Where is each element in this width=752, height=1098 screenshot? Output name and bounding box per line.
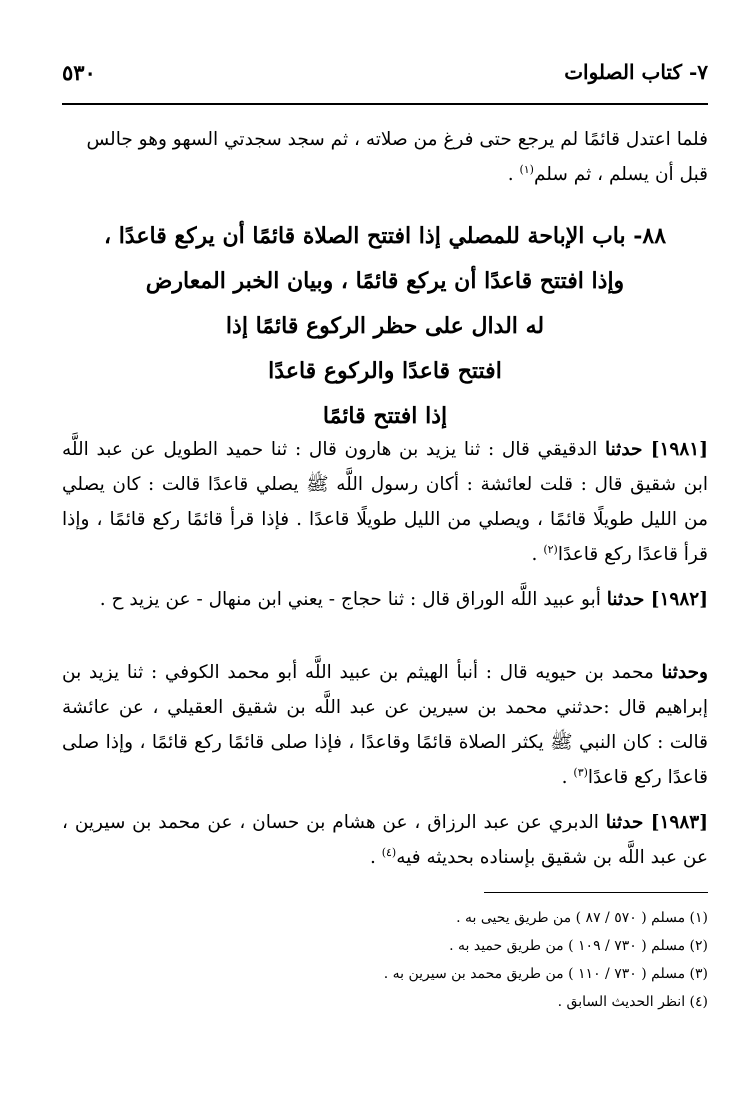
chapter-title: ٧- كتاب الصلوات xyxy=(564,60,708,84)
heading-line-5: إذا افتتح قائمًا xyxy=(322,403,448,429)
footnotes xyxy=(62,904,708,1016)
header-divider xyxy=(62,103,708,105)
footnote-ref-1: (١) xyxy=(519,162,534,176)
footnote-divider xyxy=(484,892,708,893)
hadith-1981-label: [١٩٨١] حدثنا xyxy=(604,439,708,460)
hadith-1983-end: . xyxy=(369,847,382,868)
wahaddathana-text: محمد بن حيويه قال : أنبأ الهيثم بن عبيد اللَّه أبو محمد الكوفي : ثنا يزيد بن إبراهيم قال :حدثني محمد بن سيرين عن عبد اللَّه بن شقيق العقيلي ، عن عائشة قالت : كان النبي ﷺ يكثر الصلاة قائمًا وقاعدًا ، فإذا صلى قائمًا ركع قائمًا ، وإذا صلى قاعدًا ركع قاعدًا xyxy=(62,662,708,788)
hadith-1982-second-chain xyxy=(62,655,708,795)
hadith-1982-text: أبو عبيد اللَّه الوراق قال : ثنا حجاج - يعني ابن منهال - عن يزيد ح . xyxy=(99,589,607,610)
chapter-heading xyxy=(62,214,708,439)
footnote-ref-4: (٤) xyxy=(381,845,397,859)
hadith-1982-label: [١٩٨٢] حدثنا xyxy=(606,589,708,610)
hadith-1983 xyxy=(62,805,708,875)
hadith-1982 xyxy=(62,582,708,617)
footnote-ref-2: (٢) xyxy=(543,542,558,556)
heading-line-2: وإذا افتتح قاعدًا أن يركع قائمًا ، وبيان الخبر المعارض xyxy=(145,268,625,294)
heading-line-3: له الدال على حظر الركوع قائمًا إذا xyxy=(225,313,545,339)
intro-line-2-end: . xyxy=(507,164,520,185)
intro-line-2 xyxy=(62,157,708,192)
wahaddathana-label: وحدثنا xyxy=(661,662,708,683)
footnote-4: (٤) انظر الحديث السابق . xyxy=(557,994,708,1010)
page-number: ٥٣٠ xyxy=(62,60,96,85)
heading-line-1: ٨٨- باب الإباحة للمصلي إذا افتتح الصلاة قائمًا أن يركع قاعدًا ، xyxy=(103,223,667,249)
footnote-1: (١) مسلم ( ٥٧٠ / ٨٧ ) من طريق يحيى به . xyxy=(456,910,708,926)
hadith-1983-text: الدبري عن عبد الرزاق ، عن هشام بن حسان ، عن محمد بن سيرين ، عن عبد اللَّه بن شقيق بإسناده بحديثه فيه xyxy=(62,812,708,868)
hadith-1981 xyxy=(62,432,708,572)
hadith-1981-end: . xyxy=(531,544,544,565)
heading-line-4: افتتح قاعدًا والركوع قاعدًا xyxy=(268,358,502,384)
wahaddathana-end: . xyxy=(561,767,574,788)
footnote-ref-3: (٣) xyxy=(573,765,588,779)
page-header xyxy=(62,58,708,92)
hadith-1983-label: [١٩٨٣] حدثنا xyxy=(605,812,708,833)
intro-paragraph xyxy=(62,122,708,192)
footnote-3: (٣) مسلم ( ٧٣٠ / ١١٠ ) من طريق محمد بن سيرين به . xyxy=(383,966,708,982)
hadith-1981-text: الدقيقي قال : ثنا يزيد بن هارون قال : ثنا حميد الطويل عن عبد اللَّه ابن شقيق قال : قلت لعائشة : أكان رسول اللَّه ﷺ يصلي قاعدًا قالت : كان يصلي من الليل طويلًا قائمًا ، ويصلي من الليل طويلًا قاعدًا . فإذا قرأ قائمًا ركع قائمًا ، وإذا قرأ قاعدًا ركع قاعدًا xyxy=(62,439,708,565)
footnote-2: (٢) مسلم ( ٧٣٠ / ١٠٩ ) من طريق حميد به . xyxy=(449,938,708,954)
intro-line-1: فلما اعتدل قائمًا لم يرجع حتى فرغ من صلاته ، ثم سجد سجدتي السهو وهو جالس xyxy=(86,129,708,150)
intro-line-2-text: قبل أن يسلم ، ثم سلم xyxy=(533,164,708,185)
